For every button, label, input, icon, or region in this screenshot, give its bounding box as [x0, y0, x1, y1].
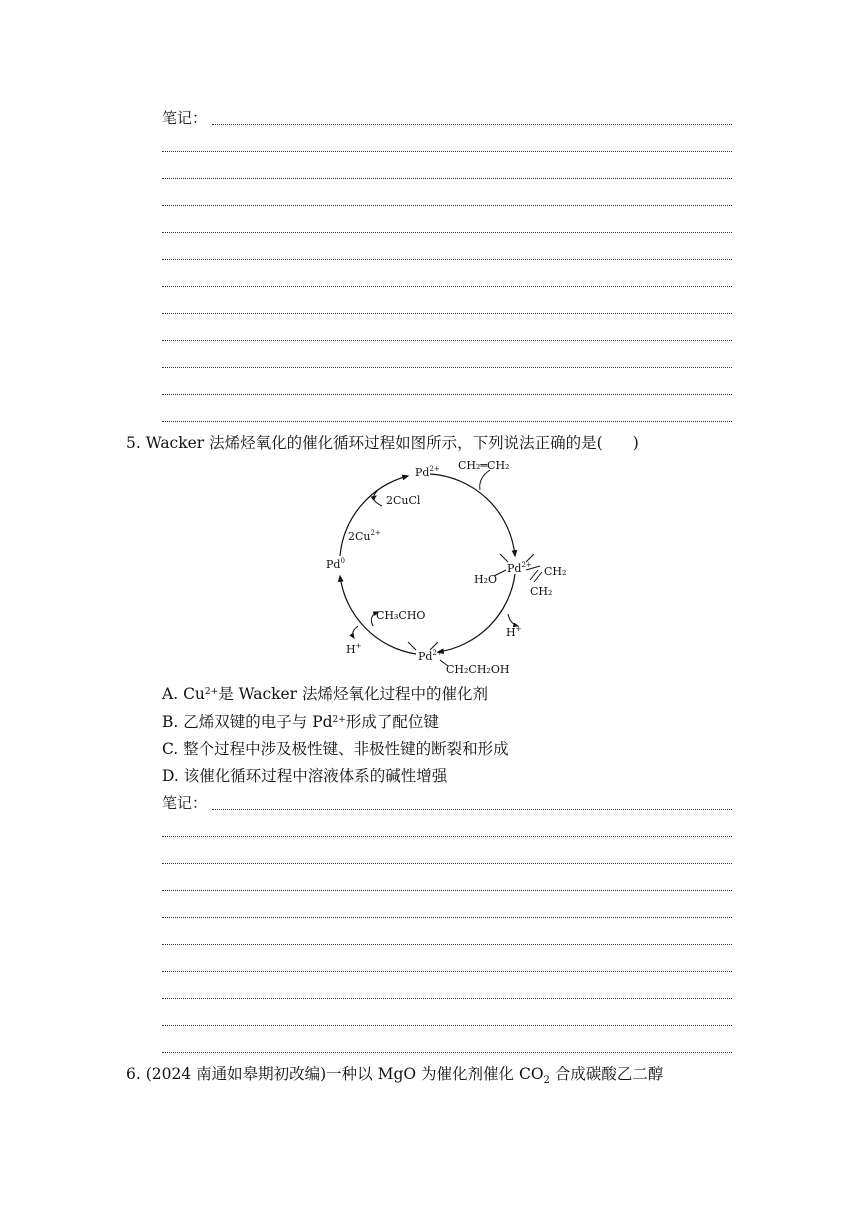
note-line — [162, 944, 732, 945]
ligand-bond — [408, 642, 416, 650]
pd2-right-label: $Pd^{2+}$ — [507, 561, 532, 575]
cu2-reactant-label: $2Cu^{2+}$ — [348, 529, 381, 543]
ethylene-reactant-label: CH₂═CH₂ — [458, 459, 510, 472]
note-line — [162, 1025, 732, 1026]
note-line — [162, 863, 732, 864]
note-line — [162, 421, 732, 422]
wacker-catalytic-cycle-diagram — [318, 456, 578, 678]
ch2-upper-label: CH₂ — [544, 565, 567, 578]
ethylene-in-arrow — [480, 470, 490, 490]
note-label-1: 笔记： — [162, 109, 208, 127]
note-line — [162, 286, 732, 287]
note-line — [162, 917, 732, 918]
answer-paren-close: ) — [632, 434, 639, 452]
h-plus-out-arrow-left — [353, 626, 358, 638]
acetaldehyde-product-label: CH₃CHO — [376, 609, 426, 622]
note-line — [162, 340, 732, 341]
option-b: B. 乙烯双键的电子与 $Pd^{2+}$形成了配位键 — [162, 713, 439, 731]
note-line — [212, 809, 732, 810]
note-line — [212, 124, 732, 125]
note-line — [162, 998, 732, 999]
note-line — [162, 367, 732, 368]
note-line — [162, 836, 732, 837]
question-text: Wacker 法烯烃氧化的催化循环过程如图所示，下列说法正确的是( — [145, 434, 603, 452]
cucl-product-label: 2CuCl — [386, 494, 421, 507]
ligand-bond — [500, 554, 508, 562]
question-6-stem: 6. (2024 南通如皋期初改编)一种以 MgO 为催化剂催化 $CO_2$ 合成碳酸乙二醇 — [126, 1065, 664, 1087]
note-line — [162, 313, 732, 314]
water-ligand-label: H₂O — [474, 573, 498, 586]
note-line — [162, 394, 732, 395]
option-d: D. 该催化循环过程中溶液体系的碱性增强 — [162, 767, 448, 785]
note-line — [162, 205, 732, 206]
option-a: A. $Cu^{2+}$是 Wacker 法烯烃氧化过程中的催化剂 — [162, 685, 489, 703]
hydroxyethyl-ligand-label: CH₂CH₂OH — [446, 663, 510, 676]
h-plus-left-label: H+ — [346, 642, 362, 656]
cycle-arc-top-left — [340, 476, 408, 556]
note-line — [162, 971, 732, 972]
pd0-label: Pd$^0$ — [326, 557, 345, 571]
note-line — [162, 178, 732, 179]
question-number: 5. — [126, 434, 141, 452]
note-label-2: 笔记： — [162, 794, 208, 812]
note-line — [162, 890, 732, 891]
ch2-lower-label: CH₂ — [530, 585, 553, 598]
note-line — [162, 1052, 732, 1053]
option-c: C. 整个过程中涉及极性键、非极性键的断裂和形成 — [162, 740, 509, 758]
note-line — [162, 259, 732, 260]
cucl-out-arrow — [374, 496, 382, 506]
note-line — [162, 232, 732, 233]
cycle-arc-top-right — [430, 474, 515, 556]
pd2-top-label: $Pd^{2+}$ — [415, 465, 440, 479]
h-plus-right-label: H+ — [506, 625, 522, 639]
note-line — [162, 151, 732, 152]
pd2-bottom-label: $Pd^{2+}$ — [418, 649, 443, 663]
question-5-stem — [126, 433, 639, 453]
